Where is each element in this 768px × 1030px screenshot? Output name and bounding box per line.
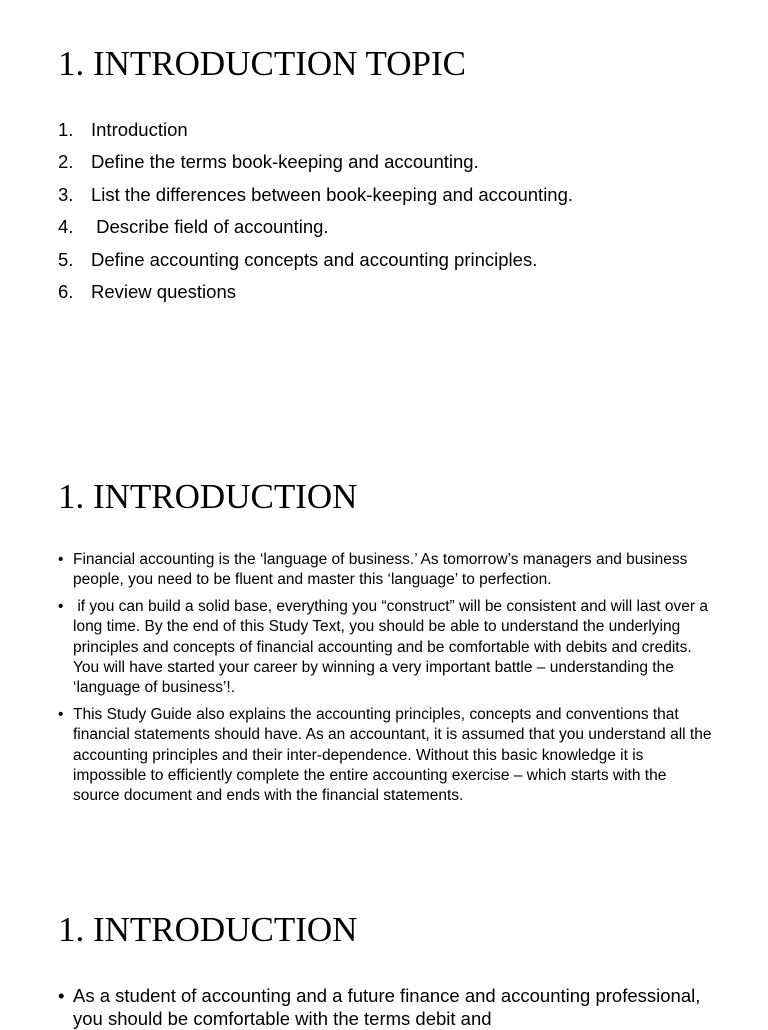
list-item-text: Introduction xyxy=(91,119,188,140)
list-item-text: Define accounting concepts and accounting principles. xyxy=(91,248,538,270)
list-item xyxy=(58,150,573,182)
list-item-number: 3. xyxy=(58,183,74,205)
bullet-item xyxy=(58,597,714,699)
list-item xyxy=(58,248,573,280)
list-item-number: 1. xyxy=(58,119,74,140)
list-item-number: 5. xyxy=(58,248,74,270)
intro-bullets-continued xyxy=(58,984,714,1030)
list-item xyxy=(58,183,573,215)
list-item-text: Define the terms book-keeping and accounting. xyxy=(91,151,479,173)
list-item-text: Describe field of accounting. xyxy=(91,216,329,238)
list-item-number: 2. xyxy=(58,151,74,173)
bullet-item xyxy=(58,705,714,807)
bullet-item xyxy=(58,550,714,591)
list-item xyxy=(58,280,573,312)
list-item-number: 6. xyxy=(58,280,74,302)
list-item-text: List the differences between book-keeping and accounting. xyxy=(91,183,574,205)
bullet-text: As a student of accounting and a future finance and accounting professional, you should be comfortable with the terms debit and xyxy=(73,985,701,1029)
slide3-title: 1. INTRODUCTION xyxy=(58,910,358,949)
intro-bullets xyxy=(58,550,714,813)
bullet-icon: • xyxy=(58,705,64,723)
bullet-icon: • xyxy=(58,597,64,615)
bullet-text: This Study Guide also explains the accounting principles, concepts and conventions that financial statements should have. As an accountant, it is assumed that you understand all the accounting principles and their inter-dependence. Without this basic knowledge it is impossible to efficiently complete the entire accounting exercise – which starts with the source document and ends with the financial statements. xyxy=(73,705,712,805)
bullet-item xyxy=(58,984,714,1030)
bullet-icon: • xyxy=(58,985,65,1006)
topic-list xyxy=(58,118,573,312)
list-item xyxy=(58,118,573,150)
list-item-number: 4. xyxy=(58,216,74,238)
slide1-title: 1. INTRODUCTION TOPIC xyxy=(58,44,467,83)
list-item xyxy=(58,215,573,247)
bullet-text: Financial accounting is the ‘language of business.’ As tomorrow’s managers and business people, you need to be fluent and master this ‘language’ to perfection. xyxy=(73,551,688,589)
bullet-text: if you can build a solid base, everything you “construct” will be consistent and will last over a long time. By the end of this Study Text, you should be able to understand the underlying principles and concepts of financial accounting and be comfortable with debits and credits. You will have started your career by winning a very important battle – understanding the ‘language of business’!. xyxy=(73,597,713,697)
bullet-icon: • xyxy=(58,551,64,568)
slide2-title: 1. INTRODUCTION xyxy=(58,477,358,516)
list-item-text: Review questions xyxy=(91,280,236,302)
